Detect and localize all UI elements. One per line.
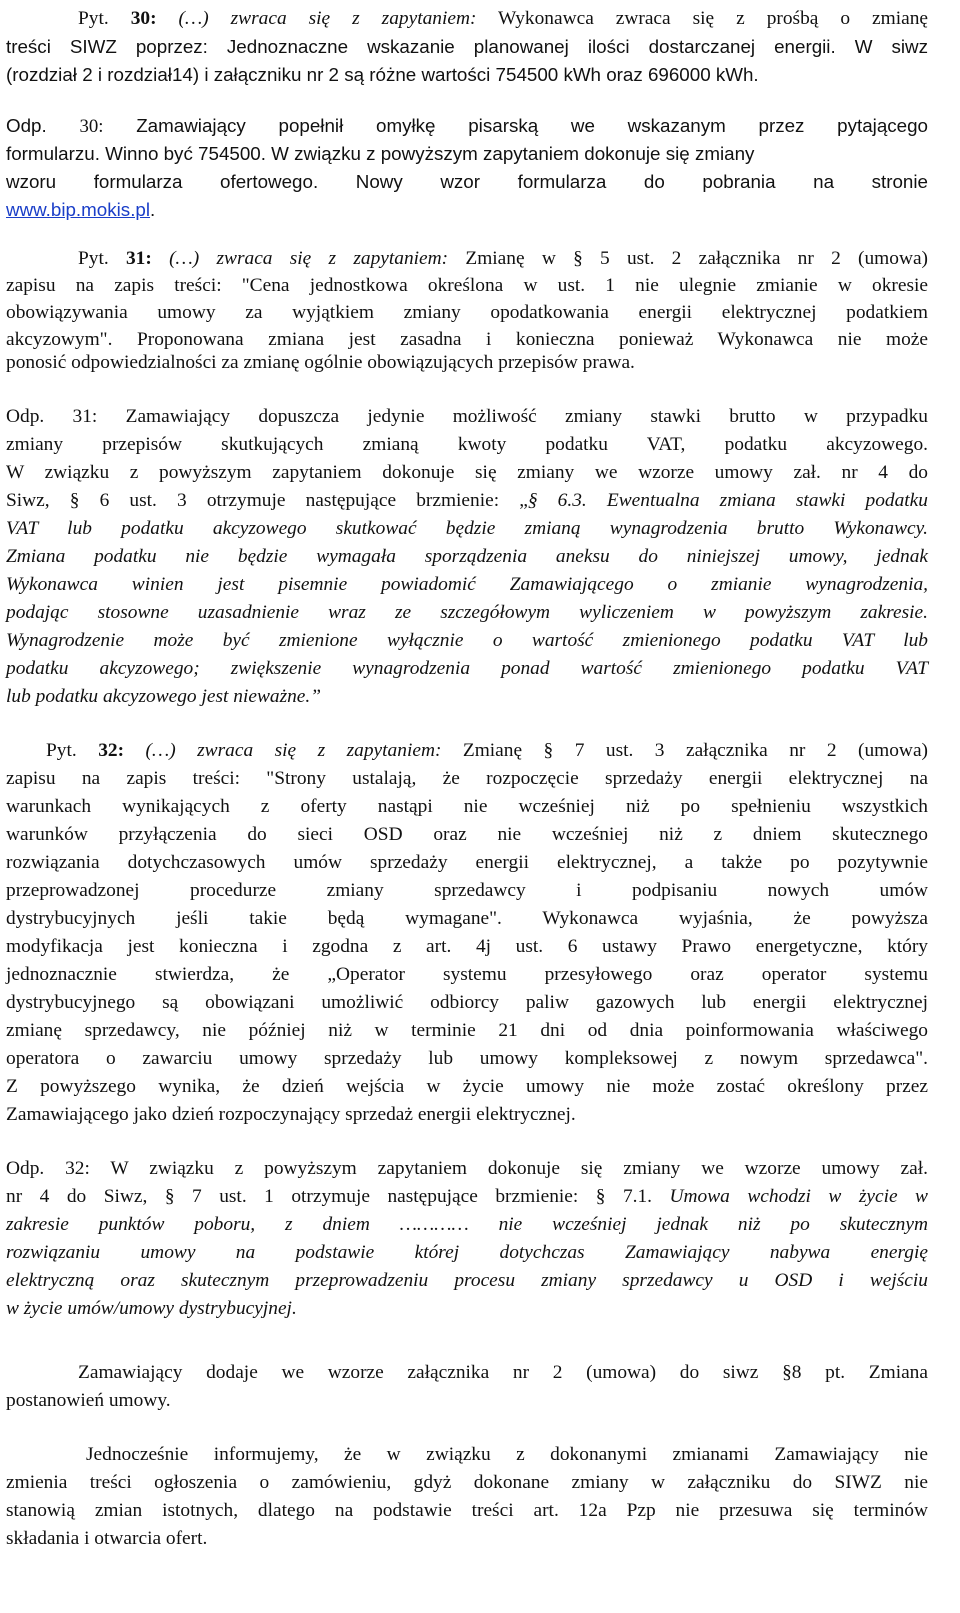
text-line <box>6 275 928 297</box>
text-segment: Jednocześnie informujemy, że w związku z dokonanymi zmianami Zamawiający nie <box>86 1444 928 1465</box>
text-segment: akcyzowym". Proponowana zmiana jest zasadna i konieczna ponieważ Wykonawca nie może <box>6 329 928 350</box>
text-segment: (rozdział 2 i rozdział14) i załączniku nr 2 są różne wartości 754500 kWh oraz 696000 kWh. <box>6 64 759 85</box>
text-line <box>6 880 928 902</box>
text-segment: Odp. <box>6 406 73 427</box>
text-line <box>6 1020 928 1042</box>
text-line <box>6 143 928 165</box>
text-line <box>6 1214 928 1236</box>
text-line <box>6 574 928 596</box>
italic-text: (…) zwraca się z zapytaniem: <box>156 8 477 29</box>
text-segment: Pyt. <box>78 8 131 29</box>
text-segment: nr 4 do Siwz, § 7 ust. 1 otrzymuje następujące brzmienie: § 7.1. <box>6 1186 670 1207</box>
text-segment: obowiązywania umowy za wyjątkiem zmiany opodatkowania energii elektrycznej podatkiem <box>6 302 928 323</box>
text-line <box>6 302 928 324</box>
text-segment: elektryczną oraz skutecznym przeprowadzeniu procesu zmiany sprzedawcy u OSD i wejściu <box>6 1270 928 1291</box>
text-segment: zmiany przepisów skutkujących zmianą kwoty podatku VAT, podatku akcyzowego. <box>6 434 928 455</box>
text-line <box>6 964 928 986</box>
text-line <box>78 248 928 270</box>
text-line <box>6 1472 928 1494</box>
answer-number: 30: <box>79 116 104 137</box>
italic-text: § 6.3. Ewentualna zmiana stawki podatku <box>527 490 928 511</box>
question-number: 31: <box>125 248 152 269</box>
text-segment: Pyt. <box>46 740 99 761</box>
text-segment: W związku z powyższym zapytaniem dokonuje się zmiany <box>271 143 755 164</box>
text-segment: składania i otwarcia ofert. <box>6 1528 208 1549</box>
italic-text: (…) zwraca się z zapytaniem: <box>151 248 449 269</box>
text-line <box>6 1270 928 1292</box>
text-segment: zakresie punktów poboru, z dniem ………… nie wcześniej jednak niż po skutecznym <box>6 1214 928 1235</box>
text-line <box>6 602 928 624</box>
text-line <box>6 796 928 818</box>
text-segment: operatora o zawarciu umowy sprzedaży lub umowy kompleksowej z nowym sprzedawca". <box>6 1048 928 1069</box>
text-line <box>46 740 928 762</box>
text-segment: warunków przyłączenia do sieci OSD oraz nie wcześniej niż z dniem skutecznego <box>6 824 928 845</box>
italic-text: (…) zwraca się z zapytaniem: <box>124 740 442 761</box>
text-segment: treści SIWZ poprzez: Jednoznaczne wskazanie planowanej ilości dostarczanej energii. W siwz <box>6 36 928 57</box>
text-line <box>6 1076 928 1098</box>
text-segment: Zmianę w § 5 ust. 2 załącznika nr 2 (umowa) <box>448 248 929 269</box>
text-line <box>6 1242 928 1264</box>
text-line <box>78 8 928 30</box>
text-segment: Siwz, § 6 ust. 3 otrzymuje następujące brzmienie: „ <box>6 490 528 511</box>
text-segment: podatku akcyzowego; zwiększenie wynagrodzenia ponad wartość zmienionego podatku VAT <box>6 658 928 679</box>
text-line <box>6 171 928 193</box>
text-line <box>6 824 928 846</box>
text-line <box>6 406 928 428</box>
text-segment: VAT lub podatku akcyzowego skutkować będzie zmianą wynagrodzenia brutto Wykonawcy. <box>6 518 928 539</box>
text-segment: wzoru formularza ofertowego. Nowy wzor formularza do pobrania na stronie <box>6 171 928 192</box>
text-segment: rozwiązania dotychczasowych umów sprzedaży energii elektrycznej, a także po pozytywnie <box>6 852 928 873</box>
text-segment: Wykonawca winien jest pisemnie powiadomić Zamawiającego o zmianie wynagrodzenia, <box>6 574 928 595</box>
text-line <box>6 992 928 1014</box>
text-line <box>6 1298 928 1320</box>
text-segment: Zamawiający popełnił omyłkę pisarską we wskazanym przez pytającego <box>103 115 929 136</box>
text-line <box>6 768 928 790</box>
text-line <box>6 490 928 512</box>
text-segment: zmianę sprzedawcy, nie później niż w terminie 21 dni od dnia poinformowania właściwego <box>6 1020 928 1041</box>
website-link[interactable]: www.bip.mokis.pl <box>6 199 151 220</box>
question-number: 30: <box>130 8 157 29</box>
text-line <box>6 329 928 351</box>
text-segment: zmienia treści ogłoszenia o zamówieniu, gdyż dokonane zmiany w załączniku do SIWZ nie <box>6 1472 928 1493</box>
text-segment: Zamawiający dodaje we wzorze załącznika nr 2 (umowa) do siwz §8 pt. Zmiana <box>78 1362 928 1383</box>
question-number: 32: <box>98 740 125 761</box>
text-line <box>6 658 928 680</box>
text-segment: zapisu na zapis treści: "Cena jednostkowa określona w ust. 1 nie ulegnie zmianie w okresie <box>6 275 928 296</box>
text-segment: Odp. 32: W związku z powyższym zapytaniem dokonuje się zmiany we wzorze umowy zał. <box>6 1158 928 1179</box>
italic-text: Umowa wchodzi w życie w <box>669 1186 928 1207</box>
text-segment: jednoznacznie stwierdza, że „Operator systemu przesyłowego oraz operator systemu <box>6 964 928 985</box>
text-segment: dystrybucyjnych jeśli takie będą wymagane". Wykonawca wyjaśnia, że powyższa <box>6 908 928 929</box>
text-segment: Wynagrodzenie może być zmienione wyłącznie o wartość zmienionego podatku VAT lub <box>6 630 928 651</box>
text-line <box>6 686 928 708</box>
text-segment: Zmianę § 7 ust. 3 załącznika nr 2 (umowa) <box>441 740 929 761</box>
text-line <box>6 1528 928 1550</box>
text-line <box>6 434 928 456</box>
text-line <box>6 852 928 874</box>
text-segment: rozwiązaniu umowy na podstawie której dotychczas Zamawiający nabywa energię <box>6 1242 928 1263</box>
text-line <box>6 115 928 138</box>
text-segment: 31: <box>72 406 98 427</box>
text-segment: Pyt. <box>78 248 126 269</box>
text-segment: stanowią zmian istotnych, dlatego na podstawie treści art. 12a Pzp nie przesuwa się terminów <box>6 1500 928 1521</box>
text-line <box>6 518 928 540</box>
text-segment: w życie umów/umowy dystrybucyjnej. <box>6 1298 297 1319</box>
text-line <box>6 352 928 374</box>
text-line <box>86 1444 928 1466</box>
text-segment: Odp. <box>6 115 80 136</box>
text-segment: Zamawiającego jako dzień rozpoczynający sprzedaż energii elektrycznej. <box>6 1104 576 1125</box>
text-line <box>6 936 928 958</box>
text-segment: W związku z powyższym zapytaniem dokonuje się zmiany we wzorze umowy zał. nr 4 do <box>6 462 928 483</box>
text-line <box>6 630 928 652</box>
text-line <box>6 36 928 58</box>
text-segment: postanowień umowy. <box>6 1390 171 1411</box>
text-line <box>6 1500 928 1522</box>
text-line <box>6 1158 928 1180</box>
text-segment: modyfikacja jest konieczna i zgodna z art. 4j ust. 6 ustawy Prawo energetyczne, który <box>6 936 928 957</box>
text-segment: podając stosowne uzasadnienie wraz ze szczegółowym wyliczeniem w powyższym zakresie. <box>6 602 928 623</box>
text-segment: lub podatku akcyzowego jest nieważne.” <box>6 686 322 707</box>
text-line <box>6 546 928 568</box>
text-segment: Zamawiający dopuszcza jedynie możliwość zmiany stawki brutto w przypadku <box>97 406 928 427</box>
text-segment: zapisu na zapis treści: "Strony ustalają, że rozpoczęcie sprzedaży energii elektrycznej na <box>6 768 928 789</box>
text-line <box>6 1186 928 1208</box>
text-segment: . <box>150 199 156 220</box>
text-line <box>6 199 928 221</box>
text-line <box>6 1390 928 1412</box>
text-segment: formularzu. Winno być 754500. <box>6 143 272 164</box>
text-line <box>6 462 928 484</box>
text-segment: dystrybucyjnego są obowiązani umożliwić odbiorcy paliw gazowych lub energii elektrycznej <box>6 992 928 1013</box>
text-line <box>6 64 928 86</box>
text-segment: ponosić odpowiedzialności za zmianę ogólnie obowiązujących przepisów prawa. <box>6 352 635 373</box>
text-line <box>6 1048 928 1070</box>
text-segment: Zmiana podatku nie będzie wymagała sporządzenia aneksu do niniejszej umowy, jednak <box>6 546 928 567</box>
text-segment: przeprowadzonej procedurze zmiany sprzedawcy i podpisaniu nowych umów <box>6 880 928 901</box>
text-segment: Z powyższego wynika, że dzień wejścia w życie umowy nie może zostać określony przez <box>6 1076 928 1097</box>
text-line <box>6 908 928 930</box>
text-line <box>6 1104 928 1126</box>
text-segment: warunkach wynikających z oferty nastąpi nie wcześniej niż po spełnieniu wszystkich <box>6 796 928 817</box>
text-line <box>78 1362 928 1384</box>
text-segment: Wykonawca zwraca się z prośbą o zmianę <box>476 8 929 29</box>
